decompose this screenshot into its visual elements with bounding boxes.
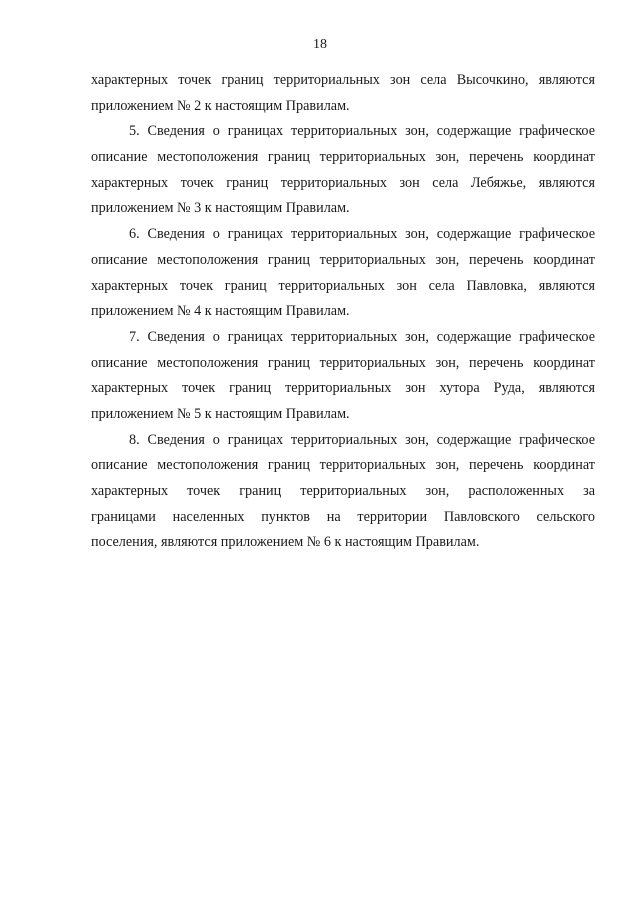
body-text: [91, 68, 595, 556]
text-line: характерных точек границ территориальных зон села Павловка, являются: [91, 277, 595, 294]
page-number: 18: [313, 37, 327, 52]
text-line: характерных точек границ территориальных зон хутора Руда, являются: [91, 380, 595, 397]
text-line: 6. Сведения о границах территориальных зон, содержащие графическое: [129, 226, 595, 243]
text-line: приложением № 5 к настоящим Правилам.: [91, 405, 350, 422]
paragraph-item-5: [91, 119, 595, 222]
text-line: 8. Сведения о границах территориальных зон, содержащие графическое: [129, 431, 595, 448]
paragraph-item-8: [91, 428, 595, 556]
text-line: характерных точек границ территориальных зон села Лебяжье, являются: [91, 174, 595, 191]
text-line: характерных точек границ территориальных зон, расположенных за: [91, 483, 595, 499]
text-line: описание местоположения границ территориальных зон, перечень координат: [91, 149, 595, 166]
text-line: 7. Сведения о границах территориальных зон, содержащие графическое: [129, 328, 595, 345]
text-line: поселения, являются приложением № 6 к настоящим Правилам.: [91, 534, 480, 551]
text-line: приложением № 4 к настоящим Правилам.: [91, 303, 350, 320]
text-line: описание местоположения границ территориальных зон, перечень координат: [91, 251, 595, 268]
text-line: приложением № 3 к настоящим Правилам.: [91, 200, 350, 217]
paragraph-item-6: [91, 222, 595, 325]
paragraph-item-7: [91, 325, 595, 428]
text-line: приложением № 2 к настоящим Правилам.: [91, 97, 350, 114]
text-line: границами населенных пунктов на территории Павловского сельского: [91, 508, 595, 525]
text-line: 5. Сведения о границах территориальных зон, содержащие графическое: [129, 123, 595, 140]
text-line: характерных точек границ территориальных зон села Высочкино, являются: [91, 72, 595, 88]
text-line: описание местоположения границ территориальных зон, перечень координат: [91, 457, 595, 474]
text-line: описание местоположения границ территориальных зон, перечень координат: [91, 354, 595, 371]
paragraph-continuation: [91, 68, 595, 119]
